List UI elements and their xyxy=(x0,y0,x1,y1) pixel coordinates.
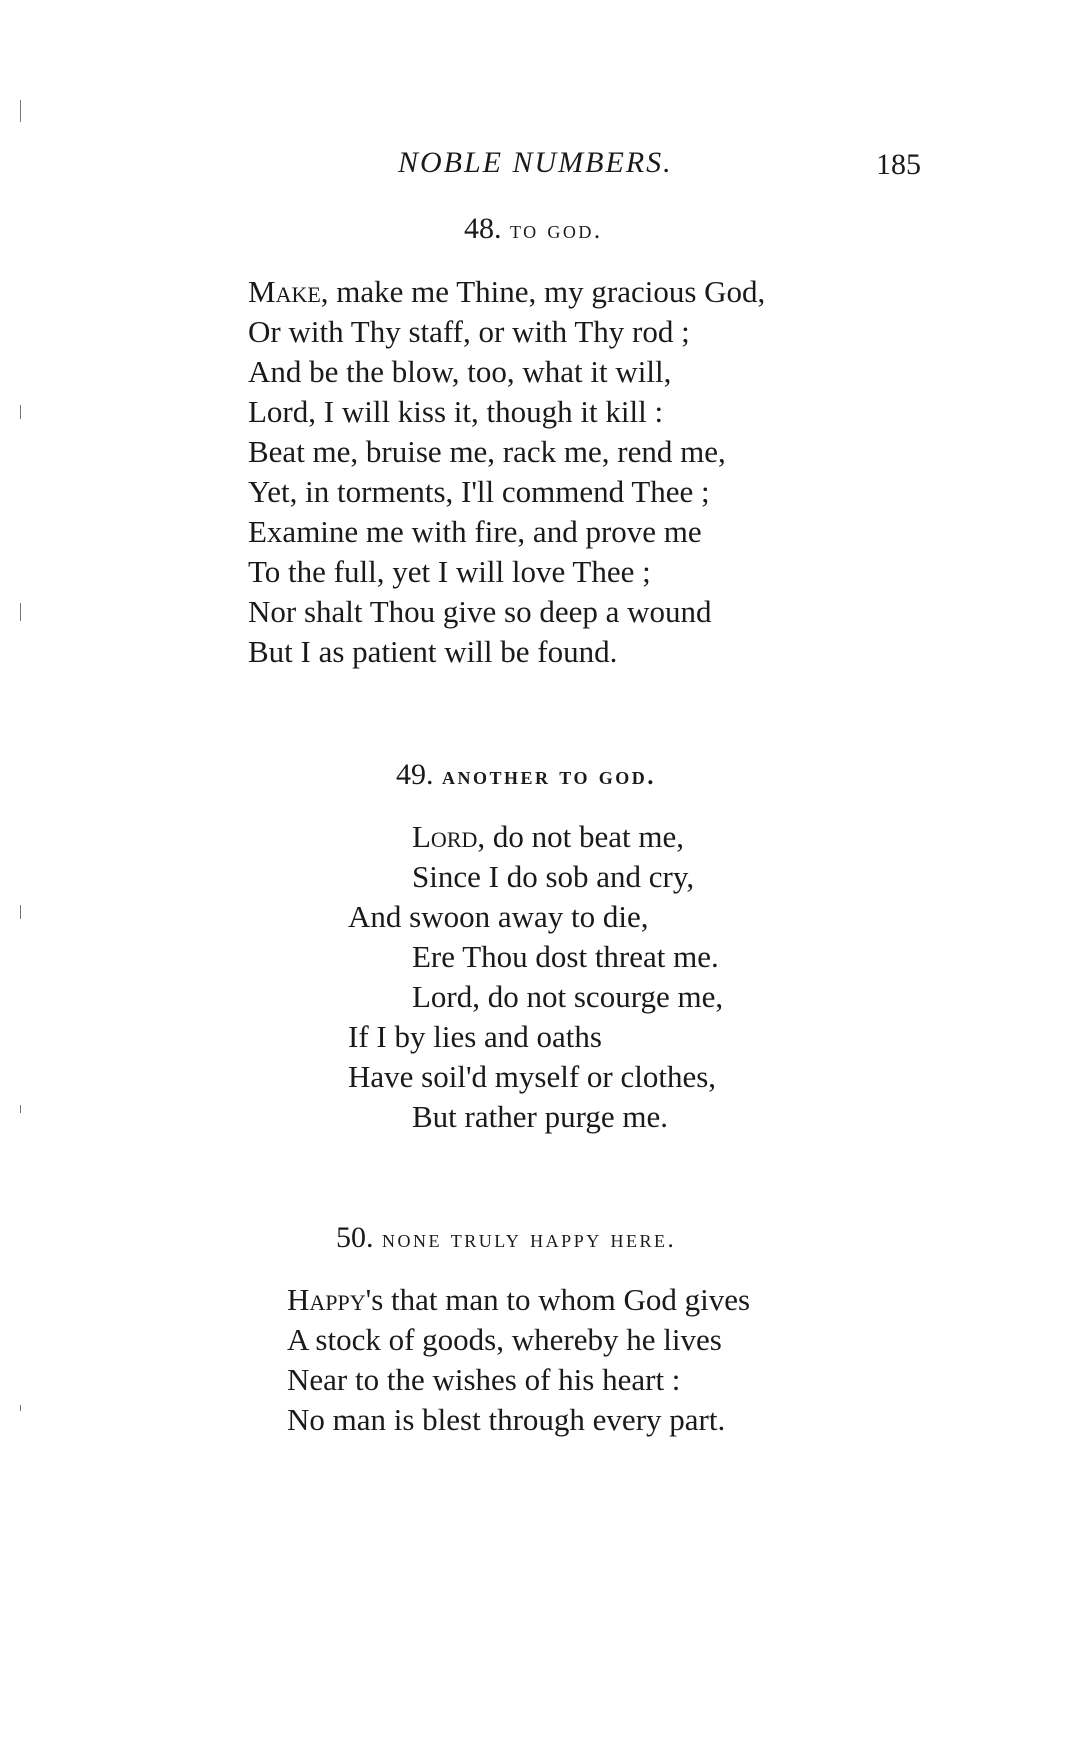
poem-line: Or with Thy staff, or with Thy rod ; xyxy=(248,314,690,349)
line-text: , do not beat me, xyxy=(477,819,685,854)
poem-line: To the full, yet I will love Thee ; xyxy=(248,554,651,589)
line-lead-smallcaps: Happy xyxy=(287,1282,366,1317)
scan-mark xyxy=(20,405,21,419)
scan-mark xyxy=(20,100,21,122)
poem-50-text xyxy=(287,1280,750,1440)
line-lead-smallcaps: Make xyxy=(248,274,321,309)
poem-line: But rather purge me. xyxy=(412,1099,668,1134)
poem-title: to god. xyxy=(510,217,603,244)
poem-line: And swoon away to die, xyxy=(348,899,649,934)
poem-line: A stock of goods, whereby he lives xyxy=(287,1322,722,1357)
poem-line: Have soil'd myself or clothes, xyxy=(348,1059,717,1094)
scan-mark xyxy=(20,1105,21,1113)
poem-line: If I by lies and oaths xyxy=(348,1019,602,1054)
line-text: 's that man to whom God gives xyxy=(365,1282,751,1317)
poem-line: Since I do sob and cry, xyxy=(412,859,695,894)
poem-line: Ere Thou dost threat me. xyxy=(412,939,719,974)
poem-heading-48 xyxy=(464,212,603,246)
poem-line: Lord, do not scourge me, xyxy=(412,979,724,1014)
poem-line xyxy=(287,1280,750,1320)
page-number: 185 xyxy=(876,148,921,181)
poem-number: 48. xyxy=(464,212,502,245)
poem-heading-50 xyxy=(336,1221,676,1255)
running-head xyxy=(0,146,1072,186)
poem-line: And be the blow, too, what it will, xyxy=(248,354,672,389)
running-title: NOBLE NUMBERS. xyxy=(398,146,673,179)
poem-line: Lord, I will kiss it, though it kill : xyxy=(248,394,664,429)
poem-line: Examine me with fire, and prove me xyxy=(248,514,702,549)
poem-heading-49 xyxy=(396,758,656,792)
poem-title: another to god. xyxy=(442,763,656,790)
poem-line: But I as patient will be found. xyxy=(248,634,618,669)
scan-mark xyxy=(20,603,21,621)
poem-line: Yet, in torments, I'll commend Thee ; xyxy=(248,474,710,509)
poem-48-text xyxy=(248,272,765,672)
poem-title: none truly happy here. xyxy=(382,1226,677,1253)
line-text: , make me Thine, my gracious God, xyxy=(320,274,766,309)
poem-number: 50. xyxy=(336,1221,374,1254)
poem-line: Near to the wishes of his heart : xyxy=(287,1362,681,1397)
poem-number: 49. xyxy=(396,758,434,791)
line-lead-smallcaps: Lord xyxy=(412,819,478,854)
poem-line: Nor shalt Thou give so deep a wound xyxy=(248,594,712,629)
scan-mark xyxy=(20,905,21,919)
poem-line xyxy=(348,817,723,857)
poem-49-text xyxy=(348,817,723,1137)
poem-line: No man is blest through every part. xyxy=(287,1402,726,1437)
poem-line xyxy=(248,272,765,312)
poem-line: Beat me, bruise me, rack me, rend me, xyxy=(248,434,726,469)
scan-mark xyxy=(20,1405,21,1411)
